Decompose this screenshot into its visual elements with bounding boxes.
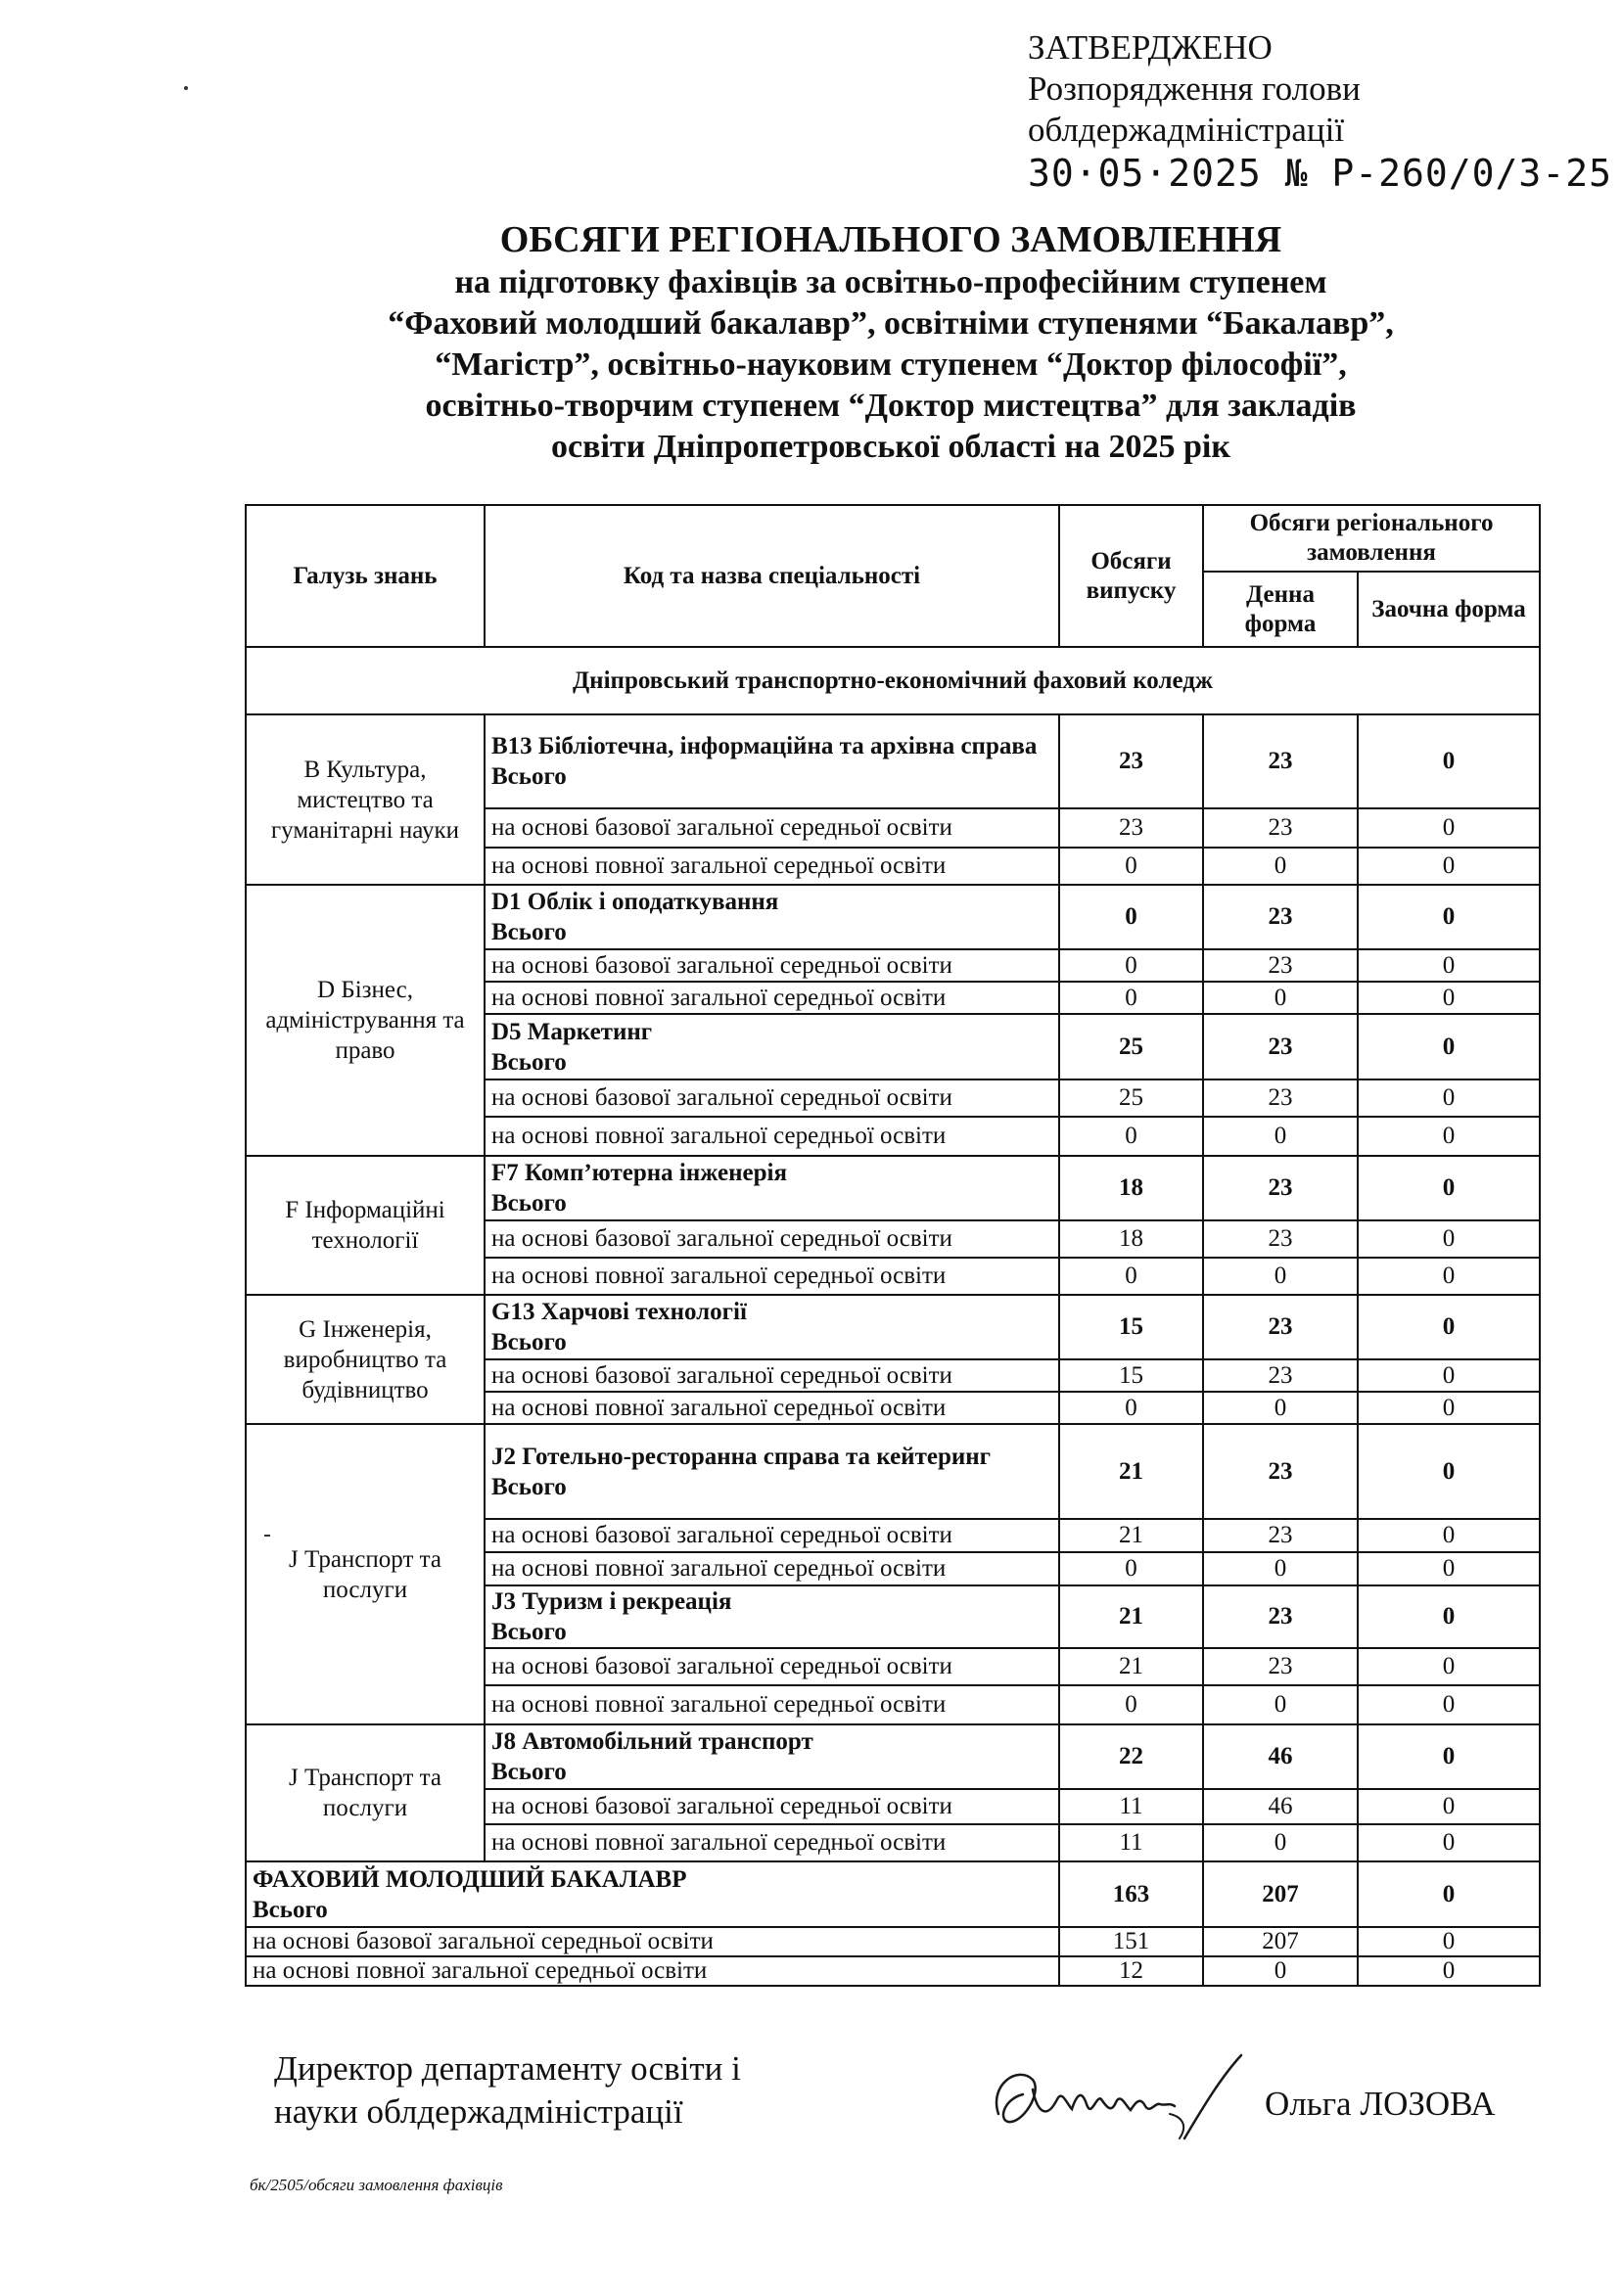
value-cell: 0 bbox=[1059, 1117, 1203, 1156]
spec-cell bbox=[485, 1585, 1059, 1648]
value-cell: 0 bbox=[1358, 714, 1540, 808]
approval-date-number: 30·05·2025 № Р-260/0/3-25 bbox=[1028, 152, 1612, 195]
header-order: Обсяги регіонального замовлення bbox=[1203, 505, 1540, 572]
value-cell: 23 bbox=[1203, 1220, 1358, 1258]
value-cell: 0 bbox=[1059, 1685, 1203, 1724]
value-cell: 0 bbox=[1358, 1220, 1540, 1258]
value-cell: 0 bbox=[1203, 982, 1358, 1014]
header-area: Галузь знань bbox=[246, 505, 485, 647]
table-row bbox=[246, 1724, 1540, 1789]
total-cell bbox=[246, 1861, 1059, 1927]
spec-total-label: Всього bbox=[491, 1329, 567, 1355]
value-cell: 0 bbox=[1059, 1552, 1203, 1585]
basis-label: на основі базової загальної середньої освіти bbox=[485, 808, 1059, 848]
value-cell: 0 bbox=[1059, 848, 1203, 885]
value-cell: 23 bbox=[1203, 1156, 1358, 1220]
basis-label: на основі базової загальної середньої освіти bbox=[485, 1220, 1059, 1258]
value-cell: 0 bbox=[1203, 848, 1358, 885]
value-cell: 0 bbox=[1203, 1824, 1358, 1861]
table-row bbox=[246, 1156, 1540, 1220]
value-cell: 0 bbox=[1358, 1724, 1540, 1789]
title-line: “Фаховий молодший бакалавр”, освітніми ступенями “Бакалавр”, bbox=[388, 305, 1394, 342]
spec-name: D1 Облік і оподаткування bbox=[491, 889, 779, 915]
value-cell: 0 bbox=[1358, 1519, 1540, 1552]
table-row bbox=[246, 714, 1540, 808]
document-title bbox=[245, 217, 1537, 468]
total-sublabel: Всього bbox=[253, 1896, 328, 1923]
value-cell: 0 bbox=[1358, 1585, 1540, 1648]
basis-label: на основі повної загальної середньої освіти bbox=[485, 1552, 1059, 1585]
position-line: Директор департаменту освіти і bbox=[274, 2049, 741, 2088]
title-line: “Магістр”, освітньо-науковим ступенем “Доктор філософії”, bbox=[435, 346, 1347, 383]
value-cell: 0 bbox=[1358, 1156, 1540, 1220]
spec-cell bbox=[485, 714, 1059, 808]
area-cell: G Інженерія, виробництво та будівництво bbox=[246, 1295, 485, 1424]
spec-cell bbox=[485, 1724, 1059, 1789]
spec-cell bbox=[485, 1156, 1059, 1220]
signatory-name: Ольга ЛОЗОВА bbox=[1265, 2085, 1496, 2123]
basis-label: на основі базової загальної середньої освіти bbox=[485, 1359, 1059, 1392]
basis-label: на основі базової загальної середньої освіти bbox=[485, 949, 1059, 982]
value-cell: 0 bbox=[1358, 982, 1540, 1014]
value-cell: 0 bbox=[1059, 885, 1203, 949]
basis-label: на основі базової загальної середньої освіти bbox=[246, 1927, 1059, 1956]
total-row bbox=[246, 1956, 1540, 1986]
total-row bbox=[246, 1861, 1540, 1927]
basis-label: на основі базової загальної середньої освіти bbox=[485, 1079, 1059, 1117]
value-cell: 23 bbox=[1059, 808, 1203, 848]
title-line: на підготовку фахівців за освітньо-професійним ступенем bbox=[454, 264, 1327, 300]
header-graduates: Обсяги випуску bbox=[1059, 505, 1203, 647]
value-cell: 15 bbox=[1059, 1295, 1203, 1359]
spec-cell bbox=[485, 1424, 1059, 1519]
value-cell: 0 bbox=[1358, 885, 1540, 949]
basis-label: на основі базової загальної середньої освіти bbox=[485, 1648, 1059, 1685]
title-line: освітньо-творчим ступенем “Доктор мистецтва” для закладів bbox=[425, 388, 1357, 424]
value-cell: 23 bbox=[1203, 1519, 1358, 1552]
value-cell: 0 bbox=[1059, 1392, 1203, 1424]
table-row bbox=[246, 885, 1540, 949]
approval-line: облдержадміністрації bbox=[1028, 111, 1345, 149]
table-row bbox=[246, 1295, 1540, 1359]
value-cell: 0 bbox=[1358, 1295, 1540, 1359]
area-cell: D Бізнес, адміністрування та право bbox=[246, 885, 485, 1156]
value-cell: 0 bbox=[1059, 982, 1203, 1014]
value-cell: 0 bbox=[1203, 1552, 1358, 1585]
table-row bbox=[246, 1424, 1540, 1519]
value-cell: 0 bbox=[1358, 1927, 1540, 1956]
approval-line: Розпорядження голови bbox=[1028, 69, 1361, 108]
spec-total-label: Всього bbox=[491, 1048, 567, 1076]
spec-cell bbox=[485, 1014, 1059, 1079]
value-cell: 0 bbox=[1358, 1824, 1540, 1861]
value-cell: 0 bbox=[1203, 1392, 1358, 1424]
value-cell: 0 bbox=[1203, 1258, 1358, 1295]
scan-speck bbox=[264, 1535, 270, 1537]
value-cell: 0 bbox=[1358, 949, 1540, 982]
basis-label: на основі повної загальної середньої освіти bbox=[485, 1258, 1059, 1295]
value-cell: 207 bbox=[1203, 1927, 1358, 1956]
value-cell: 0 bbox=[1358, 1789, 1540, 1824]
value-cell: 0 bbox=[1358, 848, 1540, 885]
title-line: ОБСЯГИ РЕГІОНАЛЬНОГО ЗАМОВЛЕННЯ bbox=[499, 219, 1282, 260]
title-line: освіти Дніпропетровської області на 2025 рік bbox=[551, 429, 1230, 465]
value-cell: 23 bbox=[1203, 885, 1358, 949]
value-cell: 46 bbox=[1203, 1724, 1358, 1789]
value-cell: 0 bbox=[1358, 808, 1540, 848]
spec-total-label: Всього bbox=[491, 1759, 567, 1785]
spec-total-label: Всього bbox=[491, 1619, 567, 1645]
basis-label: на основі повної загальної середньої освіти bbox=[246, 1956, 1059, 1986]
value-cell: 163 bbox=[1059, 1861, 1203, 1927]
value-cell: 15 bbox=[1059, 1359, 1203, 1392]
value-cell: 23 bbox=[1203, 1014, 1358, 1079]
value-cell: 0 bbox=[1358, 1648, 1540, 1685]
basis-label: на основі повної загальної середньої освіти bbox=[485, 848, 1059, 885]
scan-speck bbox=[184, 86, 188, 90]
value-cell: 23 bbox=[1059, 714, 1203, 808]
value-cell: 0 bbox=[1203, 1956, 1358, 1986]
position-line: науки облдержадміністрації bbox=[274, 2092, 683, 2131]
area-cell: B Культура, мистецтво та гуманітарні науки bbox=[246, 714, 485, 885]
value-cell: 0 bbox=[1358, 1956, 1540, 1986]
signatory-position bbox=[274, 2047, 741, 2134]
value-cell: 11 bbox=[1059, 1789, 1203, 1824]
value-cell: 25 bbox=[1059, 1014, 1203, 1079]
area-cell: J Транспорт та послуги bbox=[246, 1424, 485, 1724]
value-cell: 23 bbox=[1203, 808, 1358, 848]
handwritten-signature bbox=[979, 2045, 1263, 2153]
value-cell: 0 bbox=[1358, 1359, 1540, 1392]
value-cell: 25 bbox=[1059, 1079, 1203, 1117]
spec-name: G13 Харчові технології bbox=[491, 1299, 747, 1325]
value-cell: 46 bbox=[1203, 1789, 1358, 1824]
header-parttime: Заочна форма bbox=[1358, 572, 1540, 647]
value-cell: 21 bbox=[1059, 1648, 1203, 1685]
value-cell: 18 bbox=[1059, 1220, 1203, 1258]
college-name: Дніпровський транспортно-економічний фаховий коледж bbox=[246, 647, 1540, 714]
spec-name: B13 Бібліотечна, інформаційна та архівна справа bbox=[491, 733, 1038, 759]
value-cell: 23 bbox=[1203, 1648, 1358, 1685]
spec-name: J3 Туризм і рекреація bbox=[491, 1588, 732, 1615]
spec-total-label: Всього bbox=[491, 919, 567, 945]
basis-label: на основі повної загальної середньої освіти bbox=[485, 1824, 1059, 1861]
value-cell: 0 bbox=[1358, 1424, 1540, 1519]
basis-label: на основі базової загальної середньої освіти bbox=[485, 1519, 1059, 1552]
basis-label: на основі повної загальної середньої освіти bbox=[485, 982, 1059, 1014]
total-row bbox=[246, 1927, 1540, 1956]
value-cell: 0 bbox=[1358, 1392, 1540, 1424]
spec-total-label: Всього bbox=[491, 1473, 567, 1500]
spec-name: F7 Комп’ютерна інженерія bbox=[491, 1160, 788, 1186]
basis-label: на основі базової загальної середньої освіти bbox=[485, 1789, 1059, 1824]
value-cell: 23 bbox=[1203, 1424, 1358, 1519]
value-cell: 207 bbox=[1203, 1861, 1358, 1927]
value-cell: 0 bbox=[1358, 1079, 1540, 1117]
value-cell: 12 bbox=[1059, 1956, 1203, 1986]
spec-name: D5 Маркетинг bbox=[491, 1018, 653, 1045]
total-label: ФАХОВИЙ МОЛОДШИЙ БАКАЛАВР bbox=[253, 1865, 687, 1893]
area-cell: F Інформаційні технології bbox=[246, 1156, 485, 1295]
value-cell: 0 bbox=[1358, 1861, 1540, 1927]
value-cell: 0 bbox=[1358, 1258, 1540, 1295]
value-cell: 0 bbox=[1203, 1685, 1358, 1724]
value-cell: 0 bbox=[1358, 1117, 1540, 1156]
value-cell: 21 bbox=[1059, 1519, 1203, 1552]
value-cell: 0 bbox=[1059, 1258, 1203, 1295]
spec-cell bbox=[485, 1295, 1059, 1359]
value-cell: 0 bbox=[1358, 1014, 1540, 1079]
approval-stamp bbox=[1028, 27, 1612, 194]
area-cell: J Транспорт та послуги bbox=[246, 1724, 485, 1861]
value-cell: 0 bbox=[1203, 1117, 1358, 1156]
header-row bbox=[246, 505, 1540, 572]
value-cell: 11 bbox=[1059, 1824, 1203, 1861]
value-cell: 23 bbox=[1203, 1079, 1358, 1117]
order-table bbox=[245, 504, 1541, 1987]
value-cell: 21 bbox=[1059, 1424, 1203, 1519]
spec-name: J8 Автомобільний транспорт bbox=[491, 1728, 813, 1755]
value-cell: 23 bbox=[1203, 949, 1358, 982]
value-cell: 0 bbox=[1358, 1685, 1540, 1724]
value-cell: 18 bbox=[1059, 1156, 1203, 1220]
spec-cell bbox=[485, 885, 1059, 949]
value-cell: 23 bbox=[1203, 1295, 1358, 1359]
basis-label: на основі повної загальної середньої освіти bbox=[485, 1117, 1059, 1156]
spec-total-label: Всього bbox=[491, 1190, 567, 1217]
value-cell: 21 bbox=[1059, 1585, 1203, 1648]
header-fulltime: Денна форма bbox=[1203, 572, 1358, 647]
value-cell: 0 bbox=[1059, 949, 1203, 982]
value-cell: 151 bbox=[1059, 1927, 1203, 1956]
spec-total-label: Всього bbox=[491, 763, 567, 790]
value-cell: 0 bbox=[1358, 1552, 1540, 1585]
approval-heading: ЗАТВЕРДЖЕНО bbox=[1028, 28, 1273, 67]
value-cell: 23 bbox=[1203, 714, 1358, 808]
file-reference: бк/2505/обсяги замовлення фахівців bbox=[250, 2176, 503, 2194]
header-spec: Код та назва спеціальності bbox=[485, 505, 1059, 647]
value-cell: 23 bbox=[1203, 1359, 1358, 1392]
basis-label: на основі повної загальної середньої освіти bbox=[485, 1392, 1059, 1424]
value-cell: 23 bbox=[1203, 1585, 1358, 1648]
college-row bbox=[246, 647, 1540, 714]
spec-name: J2 Готельно-ресторанна справа та кейтеринг bbox=[491, 1443, 992, 1470]
value-cell: 22 bbox=[1059, 1724, 1203, 1789]
basis-label: на основі повної загальної середньої освіти bbox=[485, 1685, 1059, 1724]
